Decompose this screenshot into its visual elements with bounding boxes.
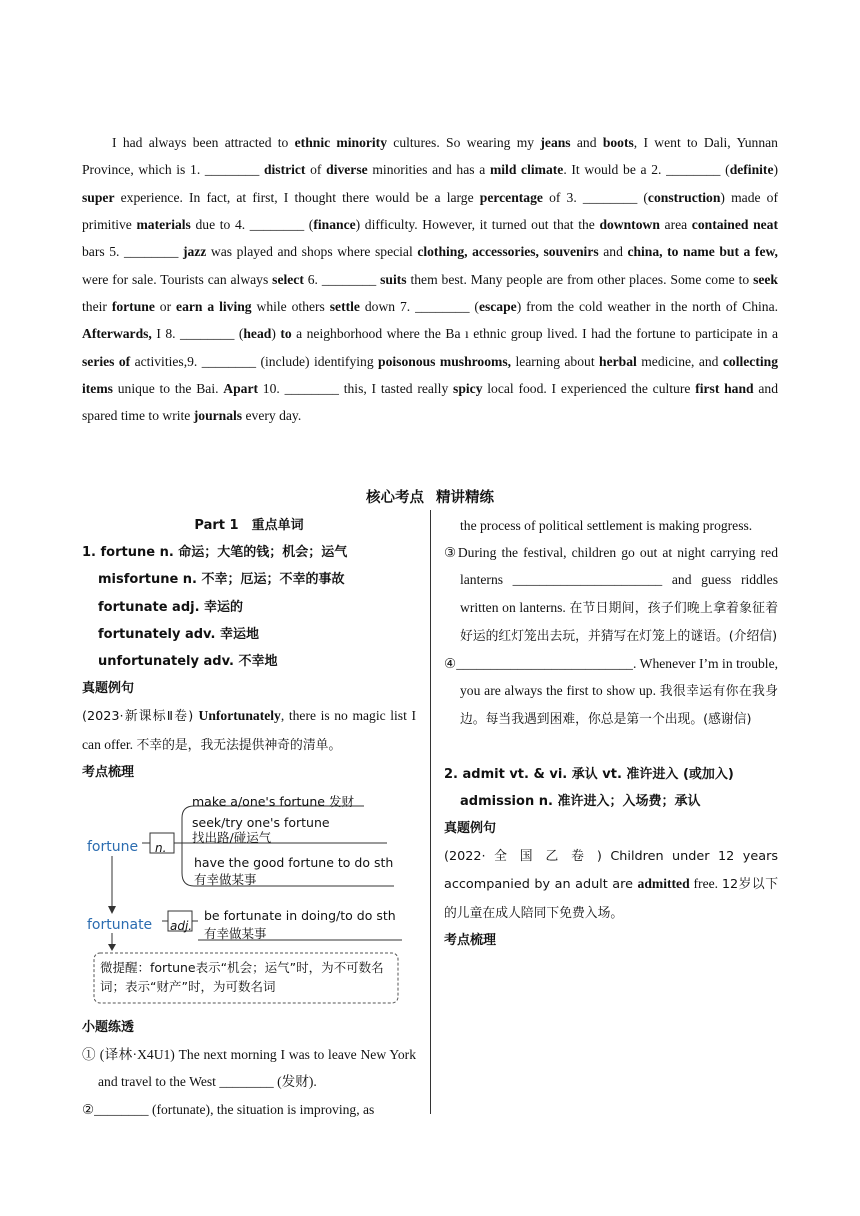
kaodian-label: 考点梳理 [82,764,135,780]
entry-1-line-3: fortunately adv. 幸运地 [98,626,259,642]
diagram-derived: fortunate [87,917,153,934]
entry-1-heading: 1. fortune n. 命运；大笔的钱；机会；运气 [82,545,348,561]
question-2: ②________ (fortunate), the situation is improving, as [82,1101,375,1117]
entry-2-heading: 2. admit vt. & vi. 承认 vt. 准许进入 (或加入) admission n. 准许进入；入场费；承认 [444,766,734,809]
diagram-branch-3-en: have the good fortune to do sth [194,855,394,871]
section-title [0,486,860,507]
question-2-continued: the process of political settlement is making progress. [460,518,753,533]
diagram-branch-3-cn: 有幸做某事 [194,872,257,888]
left-column [82,512,416,1123]
diagram-branch-1: make a/one's fortune 发财 [192,794,354,810]
question-3: ③During the festival, children go out at night carrying red lanterns ______________________ and guess riddles written on lanterns. 在节日期间，孩子们晚上拿着象征着好运的红灯笼出去玩，并猜写在灯笼上的谜语。(介绍信) [444,545,778,644]
zhenti-label: 真题例句 [82,681,135,697]
practice-label: 小题练透 [82,1020,135,1036]
part-heading: Part 1 重点单词 [194,518,304,533]
diagram-derived-pos: adj. [170,919,193,934]
example-sentence: (2023·新课标Ⅱ卷) Unfortunately, there is no magic list I can offer. 不幸的是，我无法提供神奇的清单。 [82,708,416,753]
diagram-root-pos: n. [155,841,167,856]
diagram-branch-2-en: seek/try one's fortune [192,815,330,831]
entry-1-line-2: fortunate adj. 幸运的 [98,599,244,615]
column-divider [430,510,431,1114]
spacer [444,734,778,761]
question-4: ④__________________________. Whenever I’m in trouble, you are always the first to show up. 我很幸运有你在我身边。每当我遇到困难，你总是第一个出现。(感谢信) [444,656,778,728]
section-title-right: 精讲精练 [436,490,494,506]
diagram-tip: 微提醒：fortune表示“机会；运气”时，为不可数名词；表示“财产”时，为可数名词 [100,960,384,995]
entry-1-line-4: unfortunately adv. 不幸地 [98,654,278,670]
passage: I had always been attracted to ethnic minority cultures. So wearing my jeans and boots, I went to Dali, Yunnan Province, which is 1. ________ district of diverse minorities and has a mild climate. It would be a 2. ________ (definite) super experience. In fact, at first, I thought there would be a large percentage of 3. ________ (construction) made of primitive materials due to 4. ________ (finance) difficulty. However, it turned out that the downtown area contained neat bars 5. ________ jazz was played and shops where special clothing, accessories, souvenirs and china, to name but a few, were for sale. Tourists can always select 6. ________ suits them best. Many people are from other places. Some come to seek their fortune or earn a living while others settle down 7. ________ (escape) from the cold weather in the north of China. Afterwards, I 8. ________ (head) to a neighborhood where the Ba ı ethnic group lived. I had the fortune to participate in a series of activities,9. ________ (include) identifying poisonous mushrooms, learning about herbal medicine, and collecting items unique to the Bai. Apart 10. ________ this, I tasted really spicy local food. I experienced the culture first hand and spared time to write journals every day. [82,135,779,424]
section-title-left: 核心考点 [366,490,424,506]
right-column [444,512,778,954]
kaodian-label-2: 考点梳理 [444,932,497,948]
fortune-diagram [82,788,416,1008]
diagram-branch-4-en: be fortunate in doing/to do sth [204,908,396,924]
example-sentence-2: (2022· 全 国 乙 卷 ) Children under 12 years accompanied by an adult are admitted free. 12岁以下的儿童在成人陪同下免费入场。 [444,849,778,921]
diagram-branch-2-cn: 找出路/碰运气 [192,830,272,846]
entry-1-line-1: misfortune n. 不幸；厄运；不幸的事故 [98,572,345,588]
diagram-root: fortune [87,839,139,856]
question-1: ① (译林·X4U1) The next morning I was to leave New York and travel to the West ________ (发财). [82,1047,416,1090]
diagram-branch-4-cn: 有幸做某事 [204,926,267,942]
zhenti-label-2: 真题例句 [444,821,497,837]
